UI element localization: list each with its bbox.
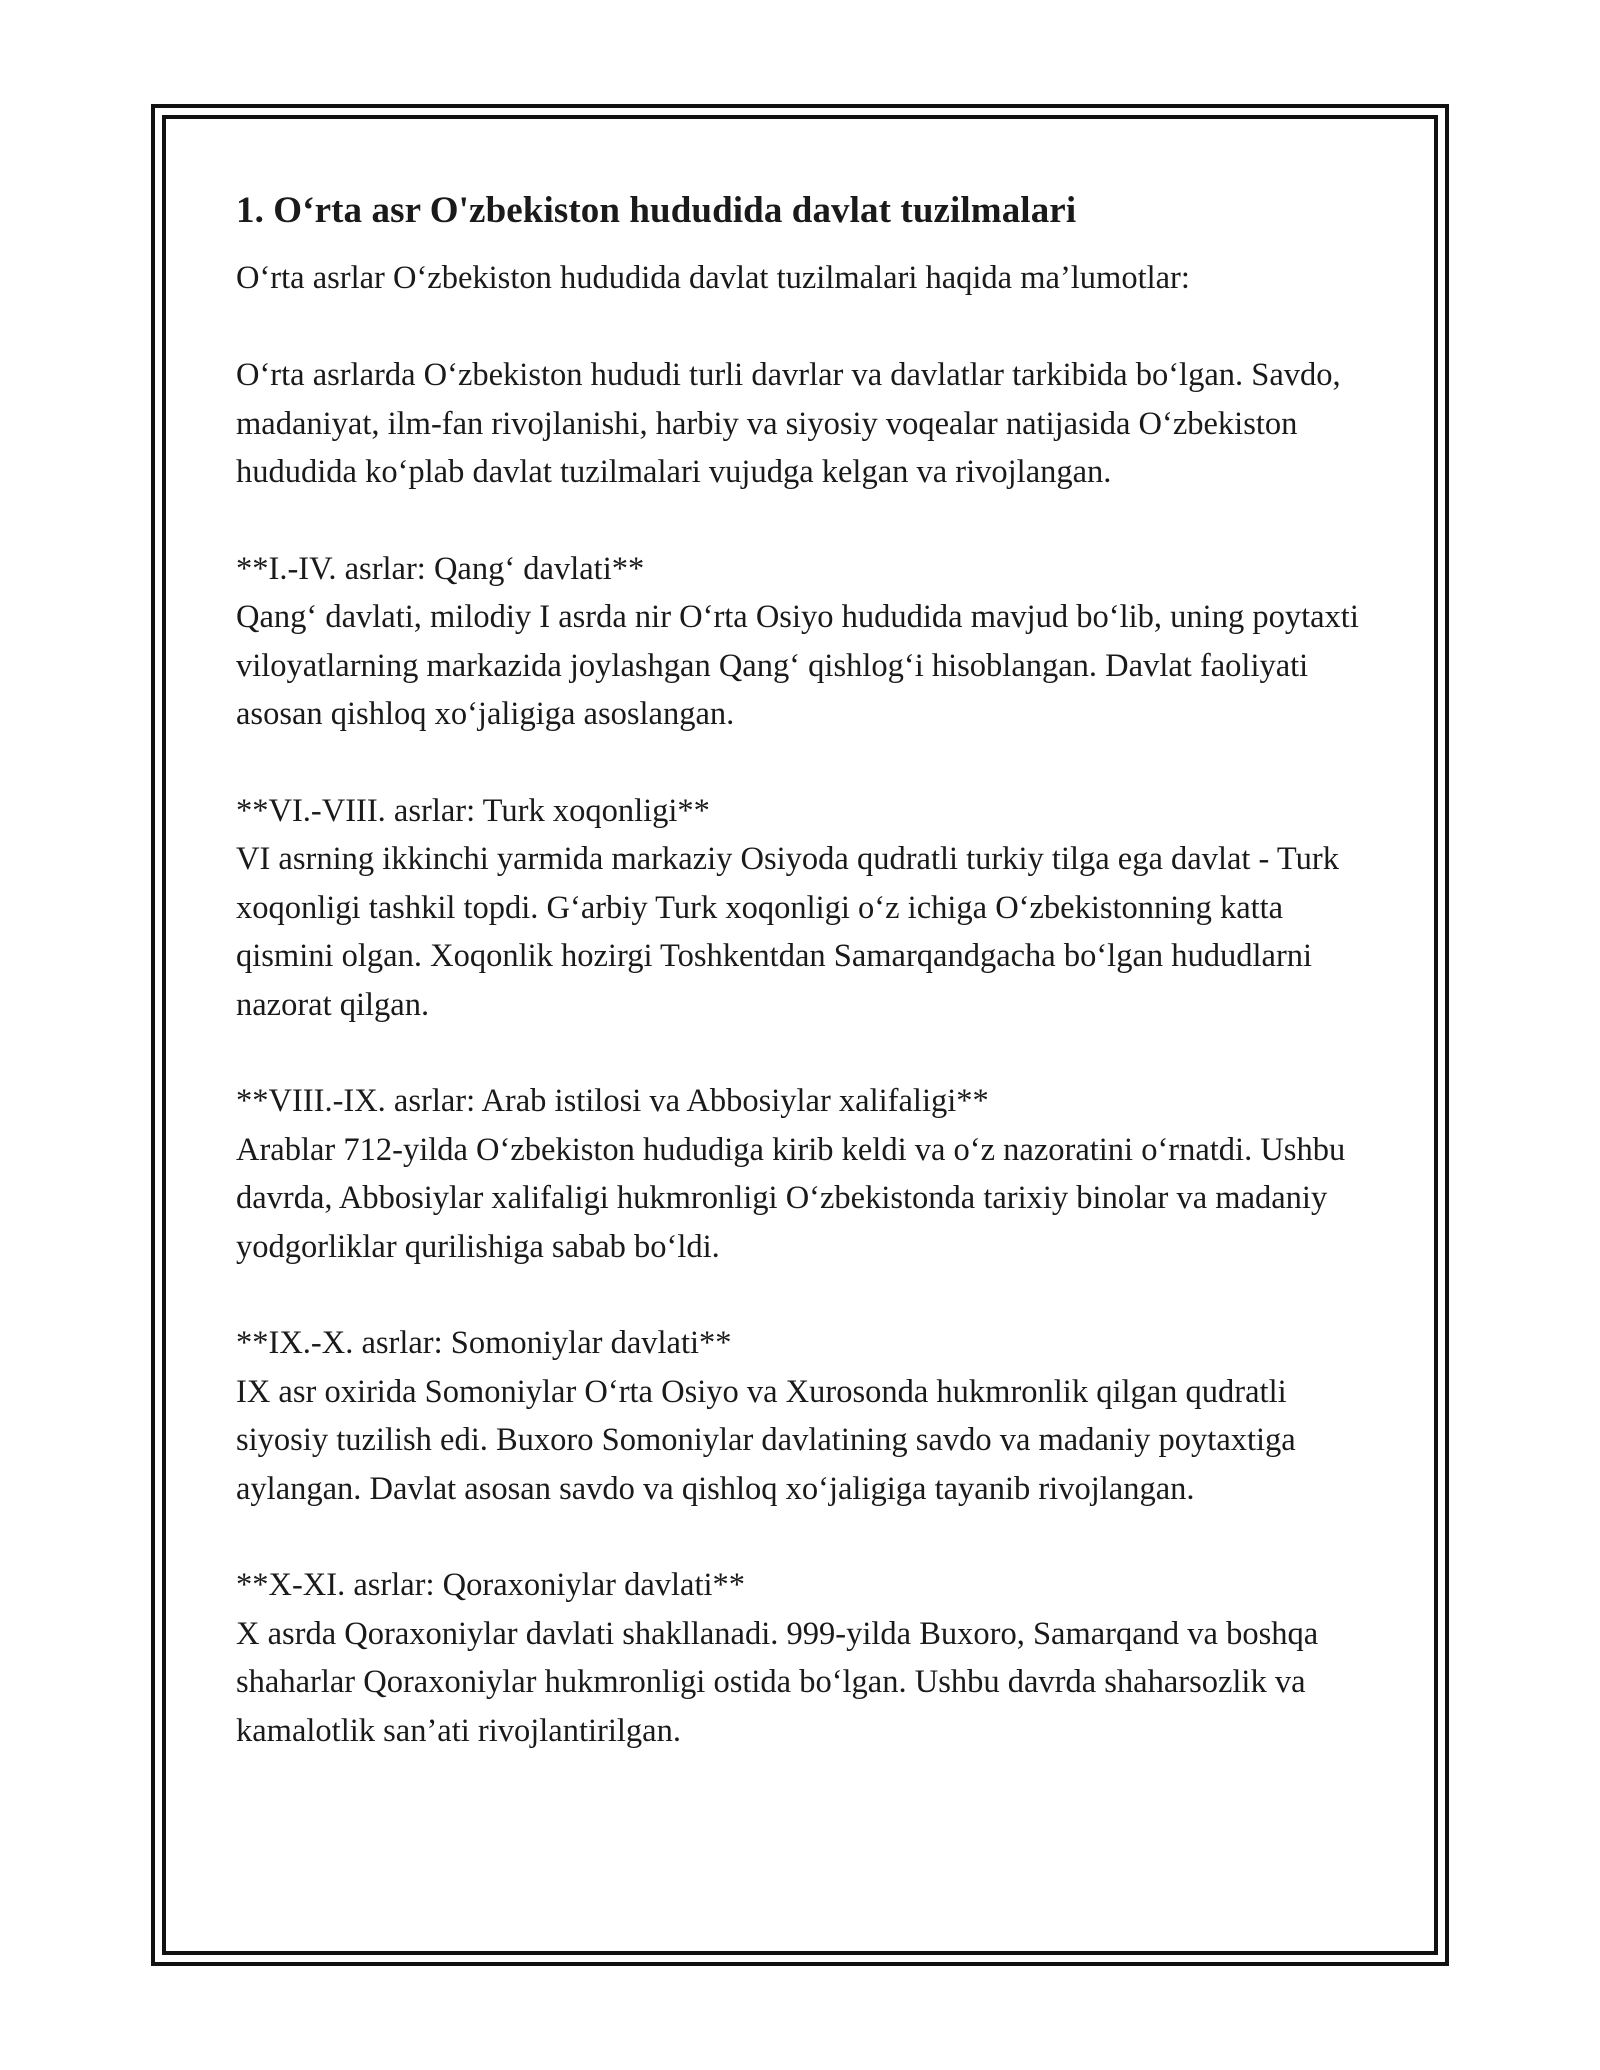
section-heading: **X-XI. asrlar: Qoraxoniylar davlati**	[236, 1567, 746, 1603]
section-qoraxoniylar	[236, 1561, 1366, 1755]
document-title: 1. O‘rta asr O'zbekiston hududida davlat tuzilmalari	[236, 190, 1077, 231]
section-body: VI asrning ikkinchi yarmida markaziy Osiyoda qudratli turkiy tilga ega davlat - Turk xoqonligi tashkil topdi. G‘arbiy Turk xoqonligi o‘z ichiga O‘zbekistonning katta qismini olgan. Xoqonlik hozirgi Toshkentdan Samarqandgacha bo‘lgan hududlarni nazorat qilgan.	[236, 841, 1339, 1023]
intro-paragraph: O‘rta asrlar O‘zbekiston hududida davlat tuzilmalari haqida ma’lumotlar:	[236, 260, 1190, 296]
document-body	[236, 186, 1366, 1803]
section-turk-xoqonligi	[236, 787, 1366, 1030]
section-heading: **VI.-VIII. asrlar: Turk xoqonligi**	[236, 792, 710, 829]
section-body: Qang‘ davlati, milodiy I asrda nir O‘rta Osiyo hududida mavjud bo‘lib, uning poytaxti viloyatlarning markazida joylashgan Qang‘ qishlog‘i hisoblangan. Davlat faoliyati asosan qishloq xo‘jaligiga asoslangan.	[236, 599, 1359, 732]
section-heading: **I.-IV. asrlar: Qang‘ davlati**	[236, 550, 645, 587]
section-heading: **VIII.-IX. asrlar: Arab istilosi va Abbosiylar xalifaligi**	[236, 1083, 989, 1119]
section-body: IX asr oxirida Somoniylar O‘rta Osiyo va Xurosonda hukmronlik qilgan qudratli siyosiy tuzilish edi. Buxoro Somoniylar davlatining savdo va madaniy poytaxtiga aylangan. Davlat asosan savdo va qishloq xo‘jaligiga tayanib rivojlangan.	[236, 1373, 1296, 1507]
section-body: Arablar 712-yilda O‘zbekiston hududiga kirib keldi va o‘z nazoratini o‘rnatdi. Ushbu davrda, Abbosiylar xalifaligi hukmronligi O‘zbekistonda tarixiy binolar va madaniy yodgorliklar qurilishiga sabab bo‘ldi.	[236, 1131, 1346, 1265]
section-heading: **IX.-X. asrlar: Somoniylar davlati**	[236, 1325, 732, 1361]
section-somoniylar	[236, 1319, 1366, 1513]
overview-paragraph: O‘rta asrlarda O‘zbekiston hududi turli davrlar va davlatlar tarkibida bo‘lgan. Savdo, madaniyat, ilm-fan rivojlanishi, harbiy va siyosiy voqealar natijasida O‘zbekiston hududida ko‘plab davlat tuzilmalari vujudga kelgan va rivojlangan.	[236, 357, 1341, 490]
section-body: X asrda Qoraxoniylar davlati shakllanadi. 999-yilda Buxoro, Samarqand va boshqa shaharlar Qoraxoniylar hukmronligi ostida bo‘lgan. Ushbu davrda shaharsozlik va kamalotlik san’ati rivojlantirilgan.	[236, 1615, 1319, 1749]
section-arab-istilosi	[236, 1077, 1366, 1271]
section-qang	[236, 545, 1366, 739]
